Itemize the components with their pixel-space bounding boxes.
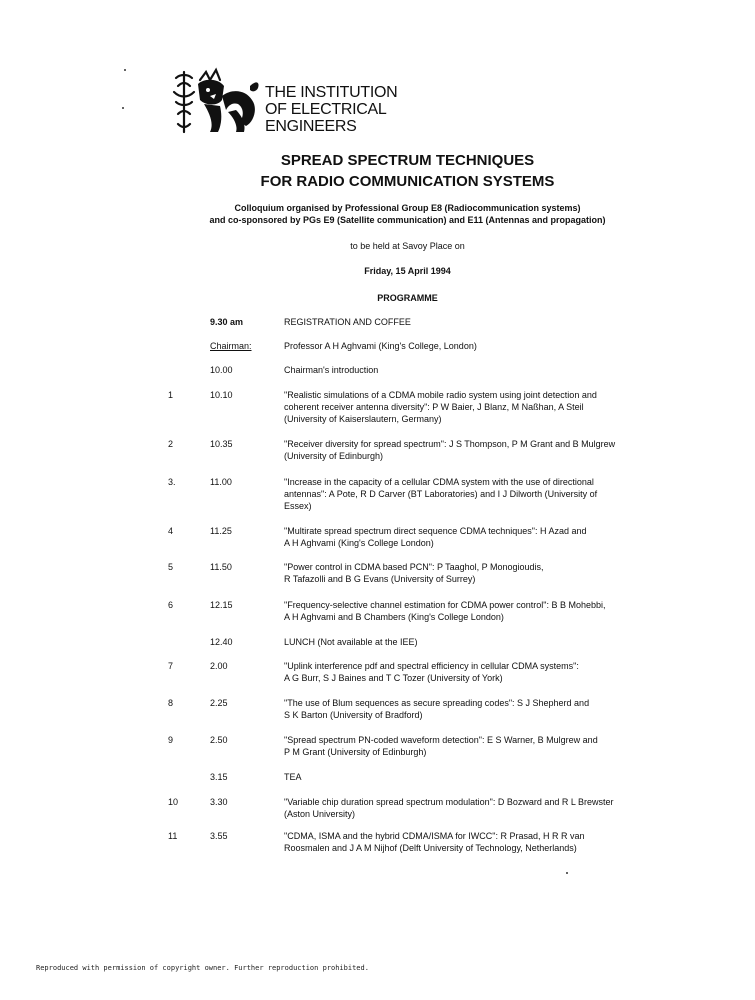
item-time: 12.15 — [210, 600, 233, 610]
item-description — [284, 599, 664, 623]
institution-line-2: OF ELECTRICAL — [265, 101, 387, 118]
item-line: A H Aghvami and B Chambers (King's College London) — [284, 612, 504, 622]
item-line: "Realistic simulations of a CDMA mobile radio system using joint detection and — [284, 390, 597, 400]
item-number: 10 — [168, 797, 179, 807]
item-description — [284, 389, 664, 425]
item-description — [284, 697, 664, 721]
item-line: Essex) — [284, 501, 312, 511]
item-time: 3.30 — [210, 797, 228, 807]
intro-line-2: and co-sponsored by PGs E9 (Satellite communication) and E11 (Antennas and propagation) — [209, 215, 606, 225]
item-description — [284, 364, 664, 376]
item-line: "Multirate spread spectrum direct sequence CDMA techniques": H Azad and — [284, 526, 587, 536]
item-number: 11 — [168, 831, 178, 841]
item-line: R Tafazolli and B G Evans (University of Surrey) — [284, 574, 476, 584]
item-number: 9 — [168, 735, 174, 745]
item-line: A G Burr, S J Baines and T C Tozer (University of York) — [284, 673, 503, 683]
item-description — [284, 734, 664, 758]
item-description — [284, 796, 664, 820]
item-time: 10.35 — [210, 439, 233, 449]
institution-name — [265, 84, 397, 135]
item-line: P M Grant (University of Edinburgh) — [284, 747, 427, 757]
venue-line: to be held at Savoy Place on — [350, 241, 465, 251]
item-line: "Uplink interference pdf and spectral efficiency in cellular CDMA systems": — [284, 661, 579, 671]
item-line: "Frequency-selective channel estimation for CDMA power control": B B Mohebbi, — [284, 600, 606, 610]
item-line: (University of Kaiserslautern, Germany) — [284, 414, 442, 424]
item-time: 11.50 — [210, 562, 232, 572]
item-line: "Power control in CDMA based PCN": P Taaghol, P Monogioudis, — [284, 562, 544, 572]
intro-line-1: Colloquium organised by Professional Group E8 (Radiocommunication systems) — [234, 203, 581, 213]
item-time: 10.10 — [210, 390, 233, 400]
item-line: LUNCH (Not available at the IEE) — [284, 637, 418, 647]
item-line: (Aston University) — [284, 809, 356, 819]
item-line: Professor A H Aghvami (King's College, London) — [284, 341, 477, 351]
item-description — [284, 316, 664, 328]
item-line: Chairman's introduction — [284, 365, 379, 375]
institution-line-3: ENGINEERS — [265, 118, 357, 135]
scan-speck — [122, 107, 124, 109]
copyright-footer: Reproduced with permission of copyright owner. Further reproduction prohibited. — [36, 964, 369, 972]
document-title — [0, 150, 755, 192]
iee-lion-logo-icon — [170, 66, 262, 138]
scan-speck — [566, 872, 568, 874]
item-line: "Spread spectrum PN-coded waveform detection": E S Warner, B Mulgrew and — [284, 735, 598, 745]
item-line: "Receiver diversity for spread spectrum": J S Thompson, P M Grant and B Mulgrew — [284, 439, 616, 449]
item-number: 8 — [168, 698, 174, 708]
item-line: REGISTRATION AND COFFEE — [284, 317, 411, 327]
item-line: "Variable chip duration spread spectrum modulation": D Bozward and R L Brewster — [284, 797, 614, 807]
item-description — [284, 636, 664, 648]
item-time: 3.55 — [210, 831, 228, 841]
item-description — [284, 830, 664, 854]
item-line: antennas": A Pote, R D Carver (BT Laboratories) and I J Dilworth (University of — [284, 489, 598, 499]
item-description — [284, 525, 664, 549]
title-line-1: SPREAD SPECTRUM TECHNIQUES — [280, 152, 535, 169]
item-time: 12.40 — [210, 637, 233, 647]
event-date: Friday, 15 April 1994 — [364, 266, 451, 276]
item-line: TEA — [284, 772, 302, 782]
item-number: 1 — [168, 390, 174, 400]
item-number: 6 — [168, 600, 174, 610]
item-number: 4 — [168, 526, 174, 536]
item-description — [284, 771, 664, 783]
item-time: 3.15 — [210, 772, 228, 782]
item-number: 3. — [168, 477, 176, 487]
intro — [0, 202, 755, 226]
item-line: A H Aghvami (King's College London) — [284, 538, 434, 548]
item-description — [284, 476, 664, 512]
item-time: 9.30 am — [210, 317, 244, 327]
item-description — [284, 561, 664, 585]
item-time: 11.00 — [210, 477, 232, 487]
institution-line-1: THE INSTITUTION — [265, 84, 398, 101]
item-time: 11.25 — [210, 526, 232, 536]
item-time: 2.50 — [210, 735, 228, 745]
item-number: 2 — [168, 439, 174, 449]
item-number: 5 — [168, 562, 174, 572]
programme-heading: PROGRAMME — [377, 293, 438, 303]
item-line: Roosmalen and J A M Nijhof (Delft University of Technology, Netherlands) — [284, 843, 577, 853]
item-time: 2.00 — [210, 661, 228, 671]
item-line: "Increase in the capacity of a cellular CDMA system with the use of directional — [284, 477, 594, 487]
item-number: 7 — [168, 661, 174, 671]
item-description — [284, 438, 664, 462]
item-description — [284, 660, 664, 684]
item-line: "CDMA, ISMA and the hybrid CDMA/ISMA for IWCC": R Prasad, H R R van — [284, 831, 585, 841]
item-time: 10.00 — [210, 365, 233, 375]
item-line: (University of Edinburgh) — [284, 451, 384, 461]
item-description — [284, 340, 664, 352]
title-line-2: FOR RADIO COMMUNICATION SYSTEMS — [260, 173, 555, 190]
item-time: 2.25 — [210, 698, 228, 708]
item-line: coherent receiver antenna diversity": P W Baier, J Blanz, M Naßhan, A Steil — [284, 402, 584, 412]
item-line: S K Barton (University of Bradford) — [284, 710, 423, 720]
scan-speck — [124, 69, 126, 71]
item-line: "The use of Blum sequences as secure spreading codes": S J Shepherd and — [284, 698, 590, 708]
item-time: Chairman: — [210, 341, 252, 351]
